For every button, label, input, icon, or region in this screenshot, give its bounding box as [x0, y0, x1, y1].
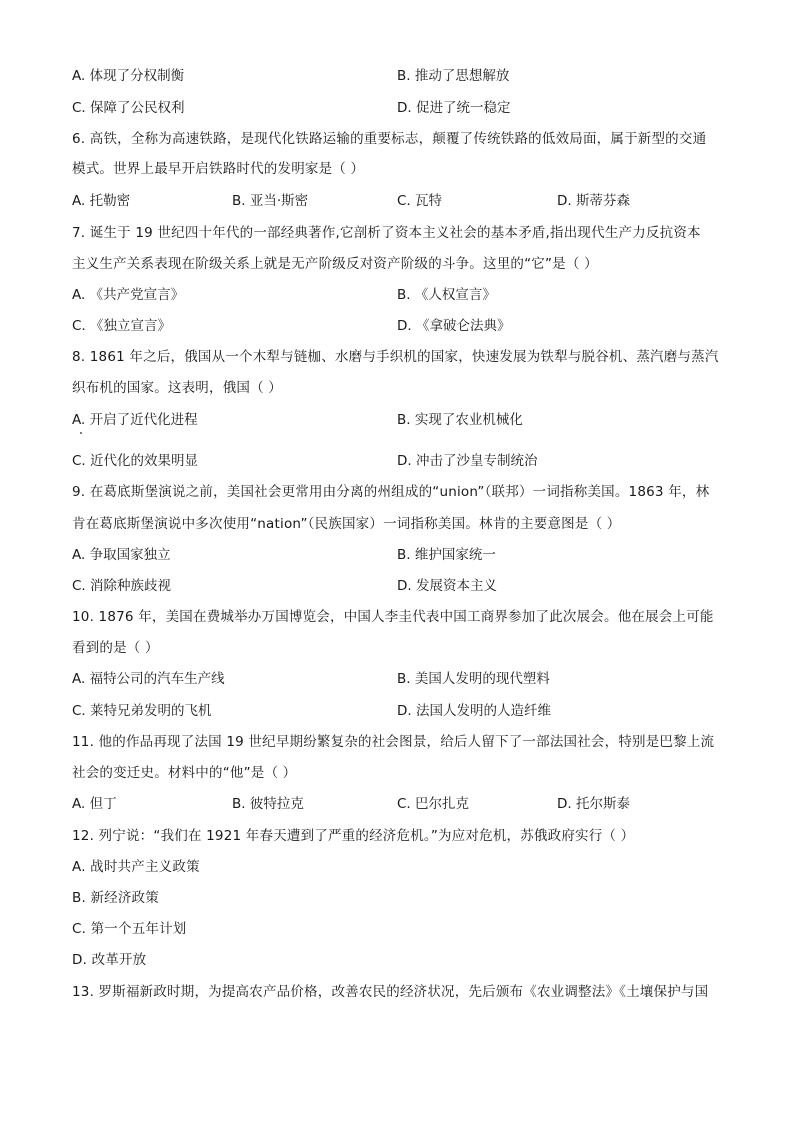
q10-option-d[interactable]: D. 法国人发明的人造纤维: [397, 703, 551, 719]
q10-options-row-2: [72, 700, 732, 722]
q5-option-a[interactable]: A. 体现了分权制衡: [72, 68, 185, 84]
q8-stem-line-1: 8. 1861 年之后，俄国从一个木犁与链枷、水磨与手织机的国家，快速发展为铁犁与脱谷机、蒸汽磨与蒸汽: [72, 349, 719, 365]
q9-stem-line-2: 肯在葛底斯堡演说中多次使用“nation”（民族国家）一词指称美国。林肯的主要意图是（ ）: [72, 516, 621, 532]
q7-options-row-1: [72, 284, 732, 306]
q8-stem-line-2: 织布机的国家。这表明，俄国（ ）: [72, 380, 282, 396]
q6-option-a[interactable]: A. 托勒密: [72, 193, 131, 209]
q11-stem-line-2: 社会的变迁史。材料中的“他”是（ ）: [72, 765, 297, 781]
q12-option-d[interactable]: D. 改革开放: [72, 952, 147, 968]
q6-option-c[interactable]: C. 瓦特: [397, 193, 443, 209]
q12-option-b[interactable]: B. 新经济政策: [72, 890, 159, 906]
q9-option-a[interactable]: A. 争取国家独立: [72, 547, 171, 563]
q9-option-b[interactable]: B. 维护国家统一: [397, 547, 496, 563]
q6-stem-line-1: 6. 高铁，全称为高速铁路，是现代化铁路运输的重要标志，颠覆了传统铁路的低效局面，属于新型的交通: [72, 131, 707, 147]
q8-option-c[interactable]: C. 近代化的效果明显: [72, 453, 199, 469]
q5-option-d[interactable]: D. 促进了统一稳定: [397, 100, 511, 116]
q7-option-a[interactable]: A. 《共产党宣言》: [72, 287, 185, 303]
q5-option-c[interactable]: C. 保障了公民权利: [72, 100, 185, 116]
q7-option-d[interactable]: D. 《拿破仑法典》: [397, 318, 511, 334]
q8-option-a[interactable]: A. 开启了近代化进程: [72, 412, 198, 428]
q5-options-row-2: [72, 97, 732, 119]
q5-options-row-1: [72, 65, 732, 87]
q11-stem-line-1: 11. 他的作品再现了法国 19 世纪早期纷繁复杂的社会图景，给后人留下了一部法国社会，特别是巴黎上流: [72, 734, 715, 750]
q10-option-c[interactable]: C. 莱特兄弟发明的飞机: [72, 703, 212, 719]
q10-stem-line-1: 10. 1876 年，美国在费城举办万国博览会，中国人李圭代表中国工商界参加了此次展会。他在展会上可能: [72, 609, 714, 625]
q12-option-c[interactable]: C. 第一个五年计划: [72, 921, 187, 937]
q11-option-b[interactable]: B. 彼特拉克: [232, 796, 304, 812]
q11-option-d[interactable]: D. 托尔斯泰: [557, 796, 630, 812]
q7-option-b[interactable]: B. 《人权宣言》: [397, 287, 496, 303]
q10-options-row-1: [72, 668, 732, 690]
q9-options-row-1: [72, 544, 732, 566]
q6-stem-line-2: 模式。世界上最早开启铁路时代的发明家是（ ）: [72, 161, 365, 177]
q11-option-a[interactable]: A. 但丁: [72, 796, 117, 812]
q10-stem-line-2: 看到的是（ ）: [72, 640, 159, 656]
q9-stem-line-1: 9. 在葛底斯堡演说之前，美国社会更常用由分离的州组成的“union”（联邦）一词指称美国。1863 年，林: [72, 484, 710, 500]
q7-option-c[interactable]: C. 《独立宣言》: [72, 318, 172, 334]
q8-option-b[interactable]: B. 实现了农业机械化: [397, 412, 523, 428]
q8-option-d[interactable]: D. 冲击了沙皇专制统治: [397, 453, 538, 469]
q7-options-row-2: [72, 315, 732, 337]
q7-stem-line-2: 主义生产关系表现在阶级关系上就是无产阶级反对资产阶级的斗争。这里的“它”是（ ）: [72, 256, 598, 272]
stray-dot-mark: [80, 432, 82, 434]
q10-option-a[interactable]: A. 福特公司的汽车生产线: [72, 671, 225, 687]
q12-stem-line-1: 12. 列宁说：“我们在 1921 年春天遭到了严重的经济危机。”为应对危机，苏俄政府实行（ ）: [72, 828, 635, 844]
q5-option-b[interactable]: B. 推动了思想解放: [397, 68, 510, 84]
q7-stem-line-1: 7. 诞生于 19 世纪四十年代的一部经典著作,它剖析了资本主义社会的基本矛盾,指出现代生产力反抗资本: [72, 225, 701, 241]
q10-option-b[interactable]: B. 美国人发明的现代塑料: [397, 671, 550, 687]
q6-option-d[interactable]: D. 斯蒂芬森: [557, 193, 630, 209]
q9-option-d[interactable]: D. 发展资本主义: [397, 578, 497, 594]
q11-options-row: [72, 793, 732, 815]
q6-option-b[interactable]: B. 亚当·斯密: [232, 193, 309, 209]
q8-options-row-2: [72, 450, 732, 472]
q6-options-row: [72, 190, 732, 212]
q9-option-c[interactable]: C. 消除种族歧视: [72, 578, 172, 594]
q11-option-c[interactable]: C. 巴尔扎克: [397, 796, 470, 812]
q12-option-a[interactable]: A. 战时共产主义政策: [72, 859, 200, 875]
q13-stem-line-1: 13. 罗斯福新政时期，为提高农产品价格，改善农民的经济状况，先后颁布《农业调整法》《土壤保护与国: [72, 984, 709, 1000]
q8-options-row-1: [72, 409, 732, 431]
q9-options-row-2: [72, 575, 732, 597]
